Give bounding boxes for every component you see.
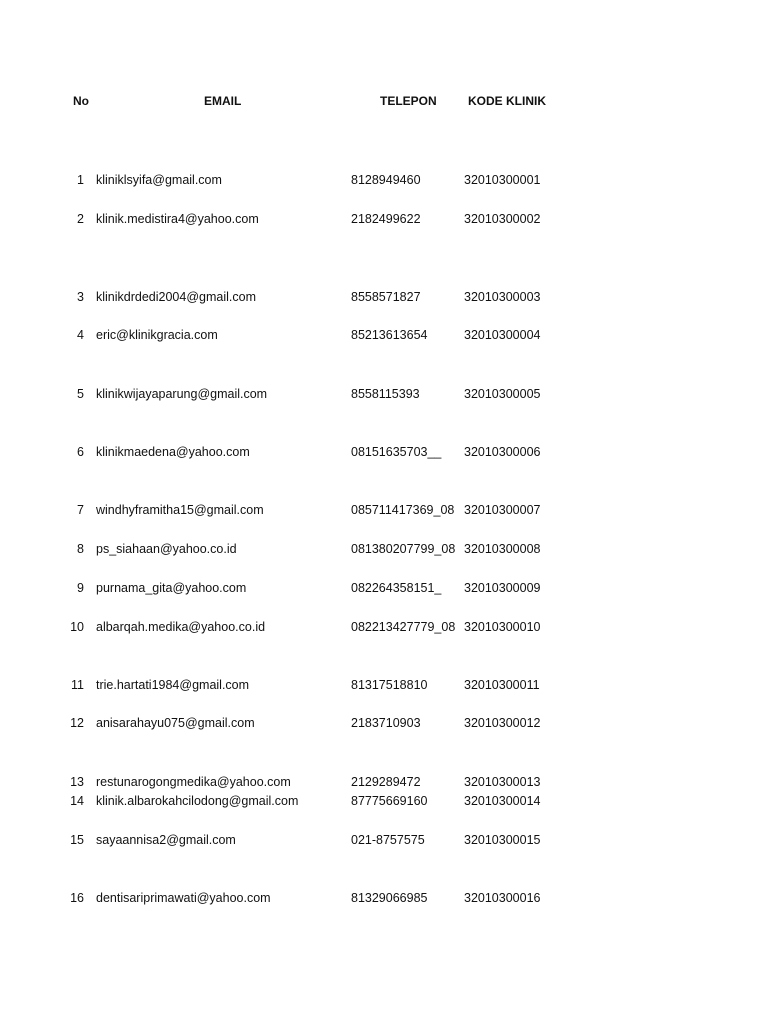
row-number: 5 <box>77 387 84 401</box>
row-email: klinikdrdedi2004@gmail.com <box>96 290 256 304</box>
row-email: purnama_gita@yahoo.com <box>96 581 247 595</box>
row-number: 8 <box>77 542 84 556</box>
row-email: trie.hartati1984@gmail.com <box>96 678 250 692</box>
row-telepon: 87775669160 <box>351 794 428 808</box>
row-telepon: 8558115393 <box>351 387 420 401</box>
row-telepon: 85213613654 <box>351 328 428 342</box>
row-telepon: 81329066985 <box>351 891 428 905</box>
row-number: 16 <box>70 891 84 905</box>
row-number: 2 <box>77 212 84 226</box>
row-email: klinik.albarokahcilodong@gmail.com <box>96 794 299 808</box>
row-number: 6 <box>77 445 84 459</box>
row-telepon: 08151635703__ <box>351 445 442 459</box>
row-email: klinik.medistira4@yahoo.com <box>96 212 259 226</box>
table-row <box>0 542 768 558</box>
table-row <box>0 794 768 810</box>
header-telepon: TELEPON <box>380 94 437 108</box>
row-email: windhyframitha15@gmail.com <box>96 503 264 517</box>
row-email: anisarahayu075@gmail.com <box>96 716 255 730</box>
row-telepon: 081380207799_08 <box>351 542 456 556</box>
table-row <box>0 716 768 732</box>
table-row <box>0 445 768 461</box>
row-number: 14 <box>70 794 84 808</box>
row-number: 10 <box>70 620 84 634</box>
row-kode-klinik: 32010300003 <box>464 290 541 304</box>
row-number: 15 <box>70 833 84 847</box>
row-email: klinikwijayaparung@gmail.com <box>96 387 268 401</box>
row-number: 7 <box>77 503 84 517</box>
row-kode-klinik: 32010300014 <box>464 794 541 808</box>
row-kode-klinik: 32010300001 <box>464 173 541 187</box>
row-number: 11 <box>71 678 84 692</box>
row-kode-klinik: 32010300015 <box>464 833 541 847</box>
row-telepon: 021-8757575 <box>351 833 425 847</box>
row-number: 12 <box>70 716 84 730</box>
table-row <box>0 581 768 597</box>
table-row <box>0 833 768 849</box>
row-telepon: 2182499622 <box>351 212 421 226</box>
row-kode-klinik: 32010300008 <box>464 542 541 556</box>
row-number: 9 <box>77 581 84 595</box>
row-kode-klinik: 32010300005 <box>464 387 541 401</box>
row-kode-klinik: 32010300011 <box>464 678 540 692</box>
row-email: klinikmaedena@yahoo.com <box>96 445 250 459</box>
row-email: kliniklsyifa@gmail.com <box>96 173 222 187</box>
row-kode-klinik: 32010300006 <box>464 445 541 459</box>
row-kode-klinik: 32010300009 <box>464 581 541 595</box>
row-kode-klinik: 32010300010 <box>464 620 541 634</box>
row-telepon: 8128949460 <box>351 173 421 187</box>
table-row <box>0 212 768 228</box>
row-kode-klinik: 32010300007 <box>464 503 541 517</box>
row-kode-klinik: 32010300004 <box>464 328 541 342</box>
table-row <box>0 503 768 519</box>
table-row <box>0 678 768 694</box>
row-email: sayaannisa2@gmail.com <box>96 833 236 847</box>
table-row <box>0 775 768 791</box>
table-row <box>0 620 768 636</box>
row-email: albarqah.medika@yahoo.co.id <box>96 620 266 634</box>
table-header <box>0 94 768 110</box>
table-row <box>0 173 768 189</box>
table-row <box>0 328 768 344</box>
row-kode-klinik: 32010300013 <box>464 775 541 789</box>
table-row <box>0 387 768 403</box>
table-row <box>0 290 768 306</box>
row-email: restunarogongmedika@yahoo.com <box>96 775 291 789</box>
row-telepon: 81317518810 <box>351 678 428 692</box>
row-telepon: 082264358151_ <box>351 581 442 595</box>
header-no: No <box>73 94 89 108</box>
row-number: 1 <box>77 173 84 187</box>
header-kode-klinik: KODE KLINIK <box>468 94 546 108</box>
row-telepon: 2183710903 <box>351 716 421 730</box>
row-email: dentisariprimawati@yahoo.com <box>96 891 271 905</box>
row-number: 13 <box>70 775 84 789</box>
row-number: 4 <box>77 328 84 342</box>
row-email: eric@klinikgracia.com <box>96 328 218 342</box>
header-email: EMAIL <box>204 94 242 108</box>
row-kode-klinik: 32010300002 <box>464 212 541 226</box>
row-kode-klinik: 32010300012 <box>464 716 541 730</box>
row-email: ps_siahaan@yahoo.co.id <box>96 542 237 556</box>
row-telepon: 2129289472 <box>351 775 421 789</box>
row-telepon: 8558571827 <box>351 290 421 304</box>
row-telepon: 082213427779_08 <box>351 620 456 634</box>
row-number: 3 <box>77 290 84 304</box>
row-telepon: 085711417369_08 <box>351 503 455 517</box>
row-kode-klinik: 32010300016 <box>464 891 541 905</box>
table-row <box>0 891 768 907</box>
